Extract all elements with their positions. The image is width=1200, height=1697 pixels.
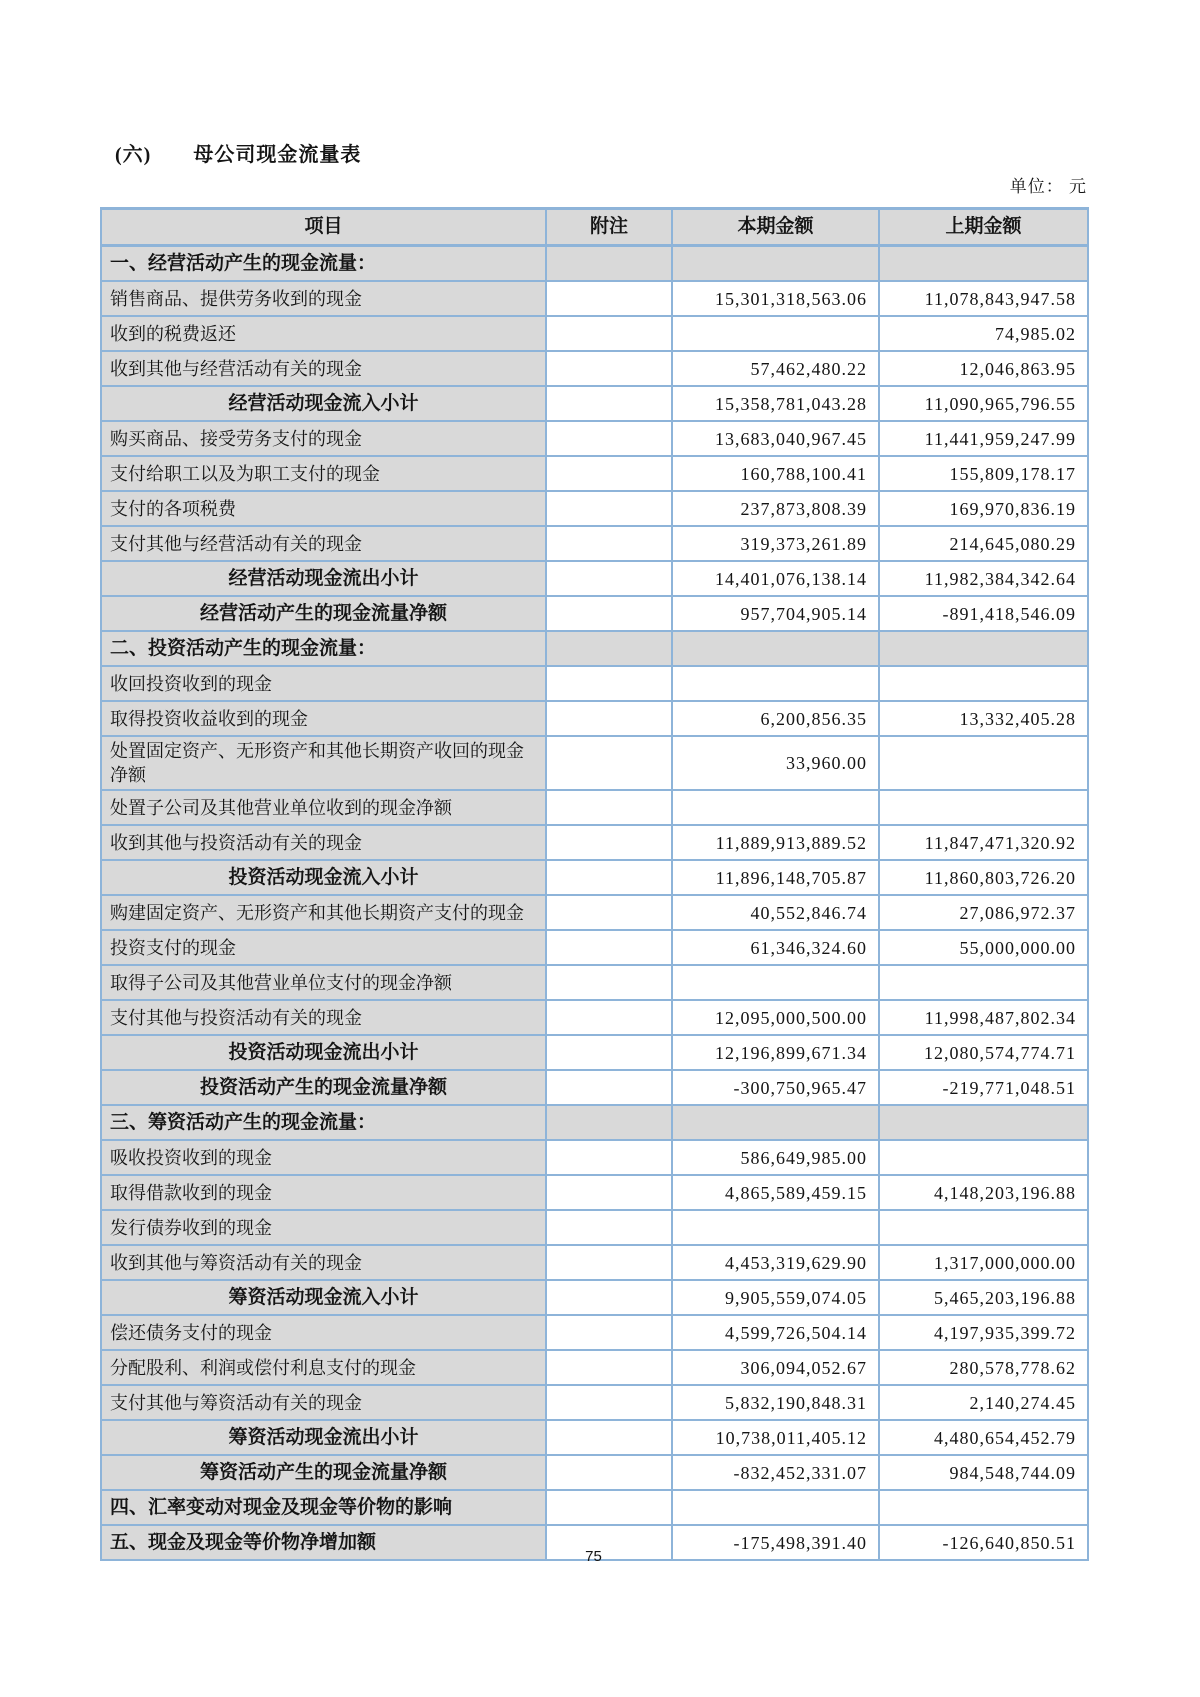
cell-current: 13,683,040,967.45	[672, 421, 879, 456]
cell-current	[672, 1105, 879, 1140]
cell-note	[546, 561, 672, 596]
table-row	[101, 736, 1088, 790]
cell-item: 收回投资收到的现金	[101, 666, 546, 701]
cell-prior: 11,078,843,947.58	[879, 281, 1088, 316]
table-row	[101, 526, 1088, 561]
cell-current	[672, 666, 879, 701]
cell-item: 三、筹资活动产生的现金流量：	[101, 1105, 546, 1140]
table-row	[101, 1105, 1088, 1140]
cell-prior: 214,645,080.29	[879, 526, 1088, 561]
table-body	[101, 246, 1088, 1561]
cell-current: -832,452,331.07	[672, 1455, 879, 1490]
table-row	[101, 895, 1088, 930]
cell-prior: -891,418,546.09	[879, 596, 1088, 631]
cell-prior: 12,046,863.95	[879, 351, 1088, 386]
cell-current	[672, 1490, 879, 1525]
cell-item: 经营活动现金流出小计	[101, 561, 546, 596]
table-row	[101, 491, 1088, 526]
cell-note	[546, 895, 672, 930]
cell-item: 四、汇率变动对现金及现金等价物的影响	[101, 1490, 546, 1525]
cell-prior: 11,860,803,726.20	[879, 860, 1088, 895]
cell-current: 14,401,076,138.14	[672, 561, 879, 596]
table-row	[101, 316, 1088, 351]
cell-current	[672, 1210, 879, 1245]
cell-item: 支付其他与投资活动有关的现金	[101, 1000, 546, 1035]
cell-item: 收到其他与投资活动有关的现金	[101, 825, 546, 860]
cell-note	[546, 1280, 672, 1315]
cell-current: 57,462,480.22	[672, 351, 879, 386]
cell-item: 支付其他与经营活动有关的现金	[101, 526, 546, 561]
cell-current: 15,301,318,563.06	[672, 281, 879, 316]
table-row	[101, 860, 1088, 895]
cell-prior	[879, 631, 1088, 666]
table-row	[101, 1455, 1088, 1490]
cell-current: -175,498,391.40	[672, 1525, 879, 1560]
cell-note	[546, 351, 672, 386]
cell-note	[546, 1070, 672, 1105]
cell-item: 经营活动产生的现金流量净额	[101, 596, 546, 631]
cell-prior: 2,140,274.45	[879, 1385, 1088, 1420]
cell-item: 收到其他与筹资活动有关的现金	[101, 1245, 546, 1280]
cell-item: 投资活动产生的现金流量净额	[101, 1070, 546, 1105]
header-prior-column: 上期金额	[879, 209, 1088, 246]
cell-current: 61,346,324.60	[672, 930, 879, 965]
cell-current	[672, 965, 879, 1000]
cell-prior: 169,970,836.19	[879, 491, 1088, 526]
cell-current: 306,094,052.67	[672, 1350, 879, 1385]
cell-item: 偿还债务支付的现金	[101, 1315, 546, 1350]
table-row	[101, 1490, 1088, 1525]
cell-note	[546, 1315, 672, 1350]
cell-note	[546, 1350, 672, 1385]
table-row	[101, 456, 1088, 491]
cell-note	[546, 491, 672, 526]
cell-current: 4,599,726,504.14	[672, 1315, 879, 1350]
cell-current: 160,788,100.41	[672, 456, 879, 491]
cell-item: 筹资活动现金流入小计	[101, 1280, 546, 1315]
cell-note	[546, 930, 672, 965]
cell-current: 6,200,856.35	[672, 701, 879, 736]
cell-note	[546, 790, 672, 825]
cell-current: 12,095,000,500.00	[672, 1000, 879, 1035]
cell-current: 319,373,261.89	[672, 526, 879, 561]
table-row	[101, 351, 1088, 386]
cell-prior: 27,086,972.37	[879, 895, 1088, 930]
cell-prior: 4,148,203,196.88	[879, 1175, 1088, 1210]
cell-note	[546, 316, 672, 351]
document-title	[115, 138, 361, 167]
cell-current: 5,832,190,848.31	[672, 1385, 879, 1420]
table-row	[101, 596, 1088, 631]
cell-note	[546, 1245, 672, 1280]
cell-note	[546, 1210, 672, 1245]
cell-prior: 11,847,471,320.92	[879, 825, 1088, 860]
cell-current: 10,738,011,405.12	[672, 1420, 879, 1455]
table-header	[101, 209, 1088, 246]
cell-current: 4,865,589,459.15	[672, 1175, 879, 1210]
cell-prior: 12,080,574,774.71	[879, 1035, 1088, 1070]
cell-item: 购建固定资产、无形资产和其他长期资产支付的现金	[101, 895, 546, 930]
cell-item: 分配股利、利润或偿付利息支付的现金	[101, 1350, 546, 1385]
cell-note	[546, 1035, 672, 1070]
cell-note	[546, 1000, 672, 1035]
cell-item: 投资活动现金流入小计	[101, 860, 546, 895]
cell-prior: 5,465,203,196.88	[879, 1280, 1088, 1315]
cell-current: 11,896,148,705.87	[672, 860, 879, 895]
cell-item: 投资支付的现金	[101, 930, 546, 965]
table-row	[101, 1000, 1088, 1035]
cell-prior	[879, 666, 1088, 701]
table-row	[101, 1035, 1088, 1070]
cell-current: 12,196,899,671.34	[672, 1035, 879, 1070]
cell-note	[546, 1420, 672, 1455]
table-row	[101, 1245, 1088, 1280]
table-row	[101, 1280, 1088, 1315]
cell-item: 收到的税费返还	[101, 316, 546, 351]
table-row	[101, 1140, 1088, 1175]
cell-prior: 11,090,965,796.55	[879, 386, 1088, 421]
cell-prior: 1,317,000,000.00	[879, 1245, 1088, 1280]
cell-prior	[879, 1490, 1088, 1525]
cell-prior: -219,771,048.51	[879, 1070, 1088, 1105]
cell-item: 筹资活动现金流出小计	[101, 1420, 546, 1455]
cell-item: 取得投资收益收到的现金	[101, 701, 546, 736]
cell-prior	[879, 965, 1088, 1000]
cell-prior	[879, 1105, 1088, 1140]
header-item-column: 项目	[101, 209, 546, 246]
page-number: 75	[585, 1548, 602, 1565]
cell-current: 15,358,781,043.28	[672, 386, 879, 421]
cell-prior: 11,998,487,802.34	[879, 1000, 1088, 1035]
table-row	[101, 386, 1088, 421]
cell-note	[546, 456, 672, 491]
cell-current: 33,960.00	[672, 736, 879, 790]
cell-current: 586,649,985.00	[672, 1140, 879, 1175]
table-row	[101, 1315, 1088, 1350]
header-current-column: 本期金额	[672, 209, 879, 246]
cell-prior	[879, 1210, 1088, 1245]
cell-current	[672, 316, 879, 351]
cell-note	[546, 596, 672, 631]
table-row	[101, 1175, 1088, 1210]
cell-prior: 11,441,959,247.99	[879, 421, 1088, 456]
cell-note	[546, 1105, 672, 1140]
cell-item: 筹资活动产生的现金流量净额	[101, 1455, 546, 1490]
table-row	[101, 281, 1088, 316]
cell-current: 9,905,559,074.05	[672, 1280, 879, 1315]
cell-item: 发行债券收到的现金	[101, 1210, 546, 1245]
cell-item: 支付给职工以及为职工支付的现金	[101, 456, 546, 491]
cell-note	[546, 281, 672, 316]
cell-prior	[879, 790, 1088, 825]
table-row	[101, 965, 1088, 1000]
cell-note	[546, 1455, 672, 1490]
cell-item: 取得借款收到的现金	[101, 1175, 546, 1210]
cell-prior	[879, 1140, 1088, 1175]
cell-prior: 984,548,744.09	[879, 1455, 1088, 1490]
cell-prior: 155,809,178.17	[879, 456, 1088, 491]
cell-current: 237,873,808.39	[672, 491, 879, 526]
cell-item: 取得子公司及其他营业单位支付的现金净额	[101, 965, 546, 1000]
cell-prior: 74,985.02	[879, 316, 1088, 351]
table-row	[101, 701, 1088, 736]
cell-item: 销售商品、提供劳务收到的现金	[101, 281, 546, 316]
cell-item: 处置固定资产、无形资产和其他长期资产收回的现金净额	[101, 736, 546, 790]
cell-note	[546, 736, 672, 790]
cell-item: 吸收投资收到的现金	[101, 1140, 546, 1175]
table-row	[101, 631, 1088, 666]
cell-item: 收到其他与经营活动有关的现金	[101, 351, 546, 386]
table-row	[101, 1385, 1088, 1420]
cell-current: 40,552,846.74	[672, 895, 879, 930]
cell-note	[546, 526, 672, 561]
cell-item: 购买商品、接受劳务支付的现金	[101, 421, 546, 456]
cell-prior	[879, 736, 1088, 790]
cell-note	[546, 421, 672, 456]
table-row	[101, 825, 1088, 860]
cell-note	[546, 825, 672, 860]
cell-note	[546, 1175, 672, 1210]
table-row	[101, 790, 1088, 825]
table-row	[101, 246, 1088, 282]
cell-note	[546, 1385, 672, 1420]
cell-current: -300,750,965.47	[672, 1070, 879, 1105]
table-row	[101, 666, 1088, 701]
cell-current: 957,704,905.14	[672, 596, 879, 631]
table-row	[101, 1420, 1088, 1455]
cell-note	[546, 666, 672, 701]
header-row	[101, 209, 1088, 246]
cell-current	[672, 246, 879, 282]
cell-prior: 4,197,935,399.72	[879, 1315, 1088, 1350]
cell-prior: 280,578,778.62	[879, 1350, 1088, 1385]
cell-note	[546, 701, 672, 736]
table-row	[101, 930, 1088, 965]
cash-flow-table	[100, 207, 1089, 1561]
cell-prior: 55,000,000.00	[879, 930, 1088, 965]
cell-current	[672, 790, 879, 825]
cell-item: 处置子公司及其他营业单位收到的现金净额	[101, 790, 546, 825]
table-row	[101, 1070, 1088, 1105]
cell-prior: -126,640,850.51	[879, 1525, 1088, 1560]
cell-item: 投资活动现金流出小计	[101, 1035, 546, 1070]
section-number: (六)	[115, 144, 152, 166]
cell-prior: 13,332,405.28	[879, 701, 1088, 736]
table-row	[101, 1350, 1088, 1385]
cell-item: 二、投资活动产生的现金流量：	[101, 631, 546, 666]
title-text: 母公司现金流量表	[193, 144, 362, 166]
cell-item: 经营活动现金流入小计	[101, 386, 546, 421]
cell-note	[546, 860, 672, 895]
table-row	[101, 1210, 1088, 1245]
cell-note	[546, 386, 672, 421]
cell-current	[672, 631, 879, 666]
header-note-column: 附注	[546, 209, 672, 246]
cell-note	[546, 631, 672, 666]
cell-current: 11,889,913,889.52	[672, 825, 879, 860]
cell-note	[546, 246, 672, 282]
table-row	[101, 421, 1088, 456]
cell-item: 一、经营活动产生的现金流量：	[101, 246, 546, 282]
unit-label: 单位： 元	[1009, 177, 1087, 196]
cell-item: 支付其他与筹资活动有关的现金	[101, 1385, 546, 1420]
cell-note	[546, 1490, 672, 1525]
cell-prior	[879, 246, 1088, 282]
cell-note	[546, 965, 672, 1000]
cell-prior: 11,982,384,342.64	[879, 561, 1088, 596]
cell-note	[546, 1140, 672, 1175]
table-row	[101, 561, 1088, 596]
cell-item: 支付的各项税费	[101, 491, 546, 526]
cell-prior: 4,480,654,452.79	[879, 1420, 1088, 1455]
cell-item: 五、现金及现金等价物净增加额	[101, 1525, 546, 1560]
cell-current: 4,453,319,629.90	[672, 1245, 879, 1280]
